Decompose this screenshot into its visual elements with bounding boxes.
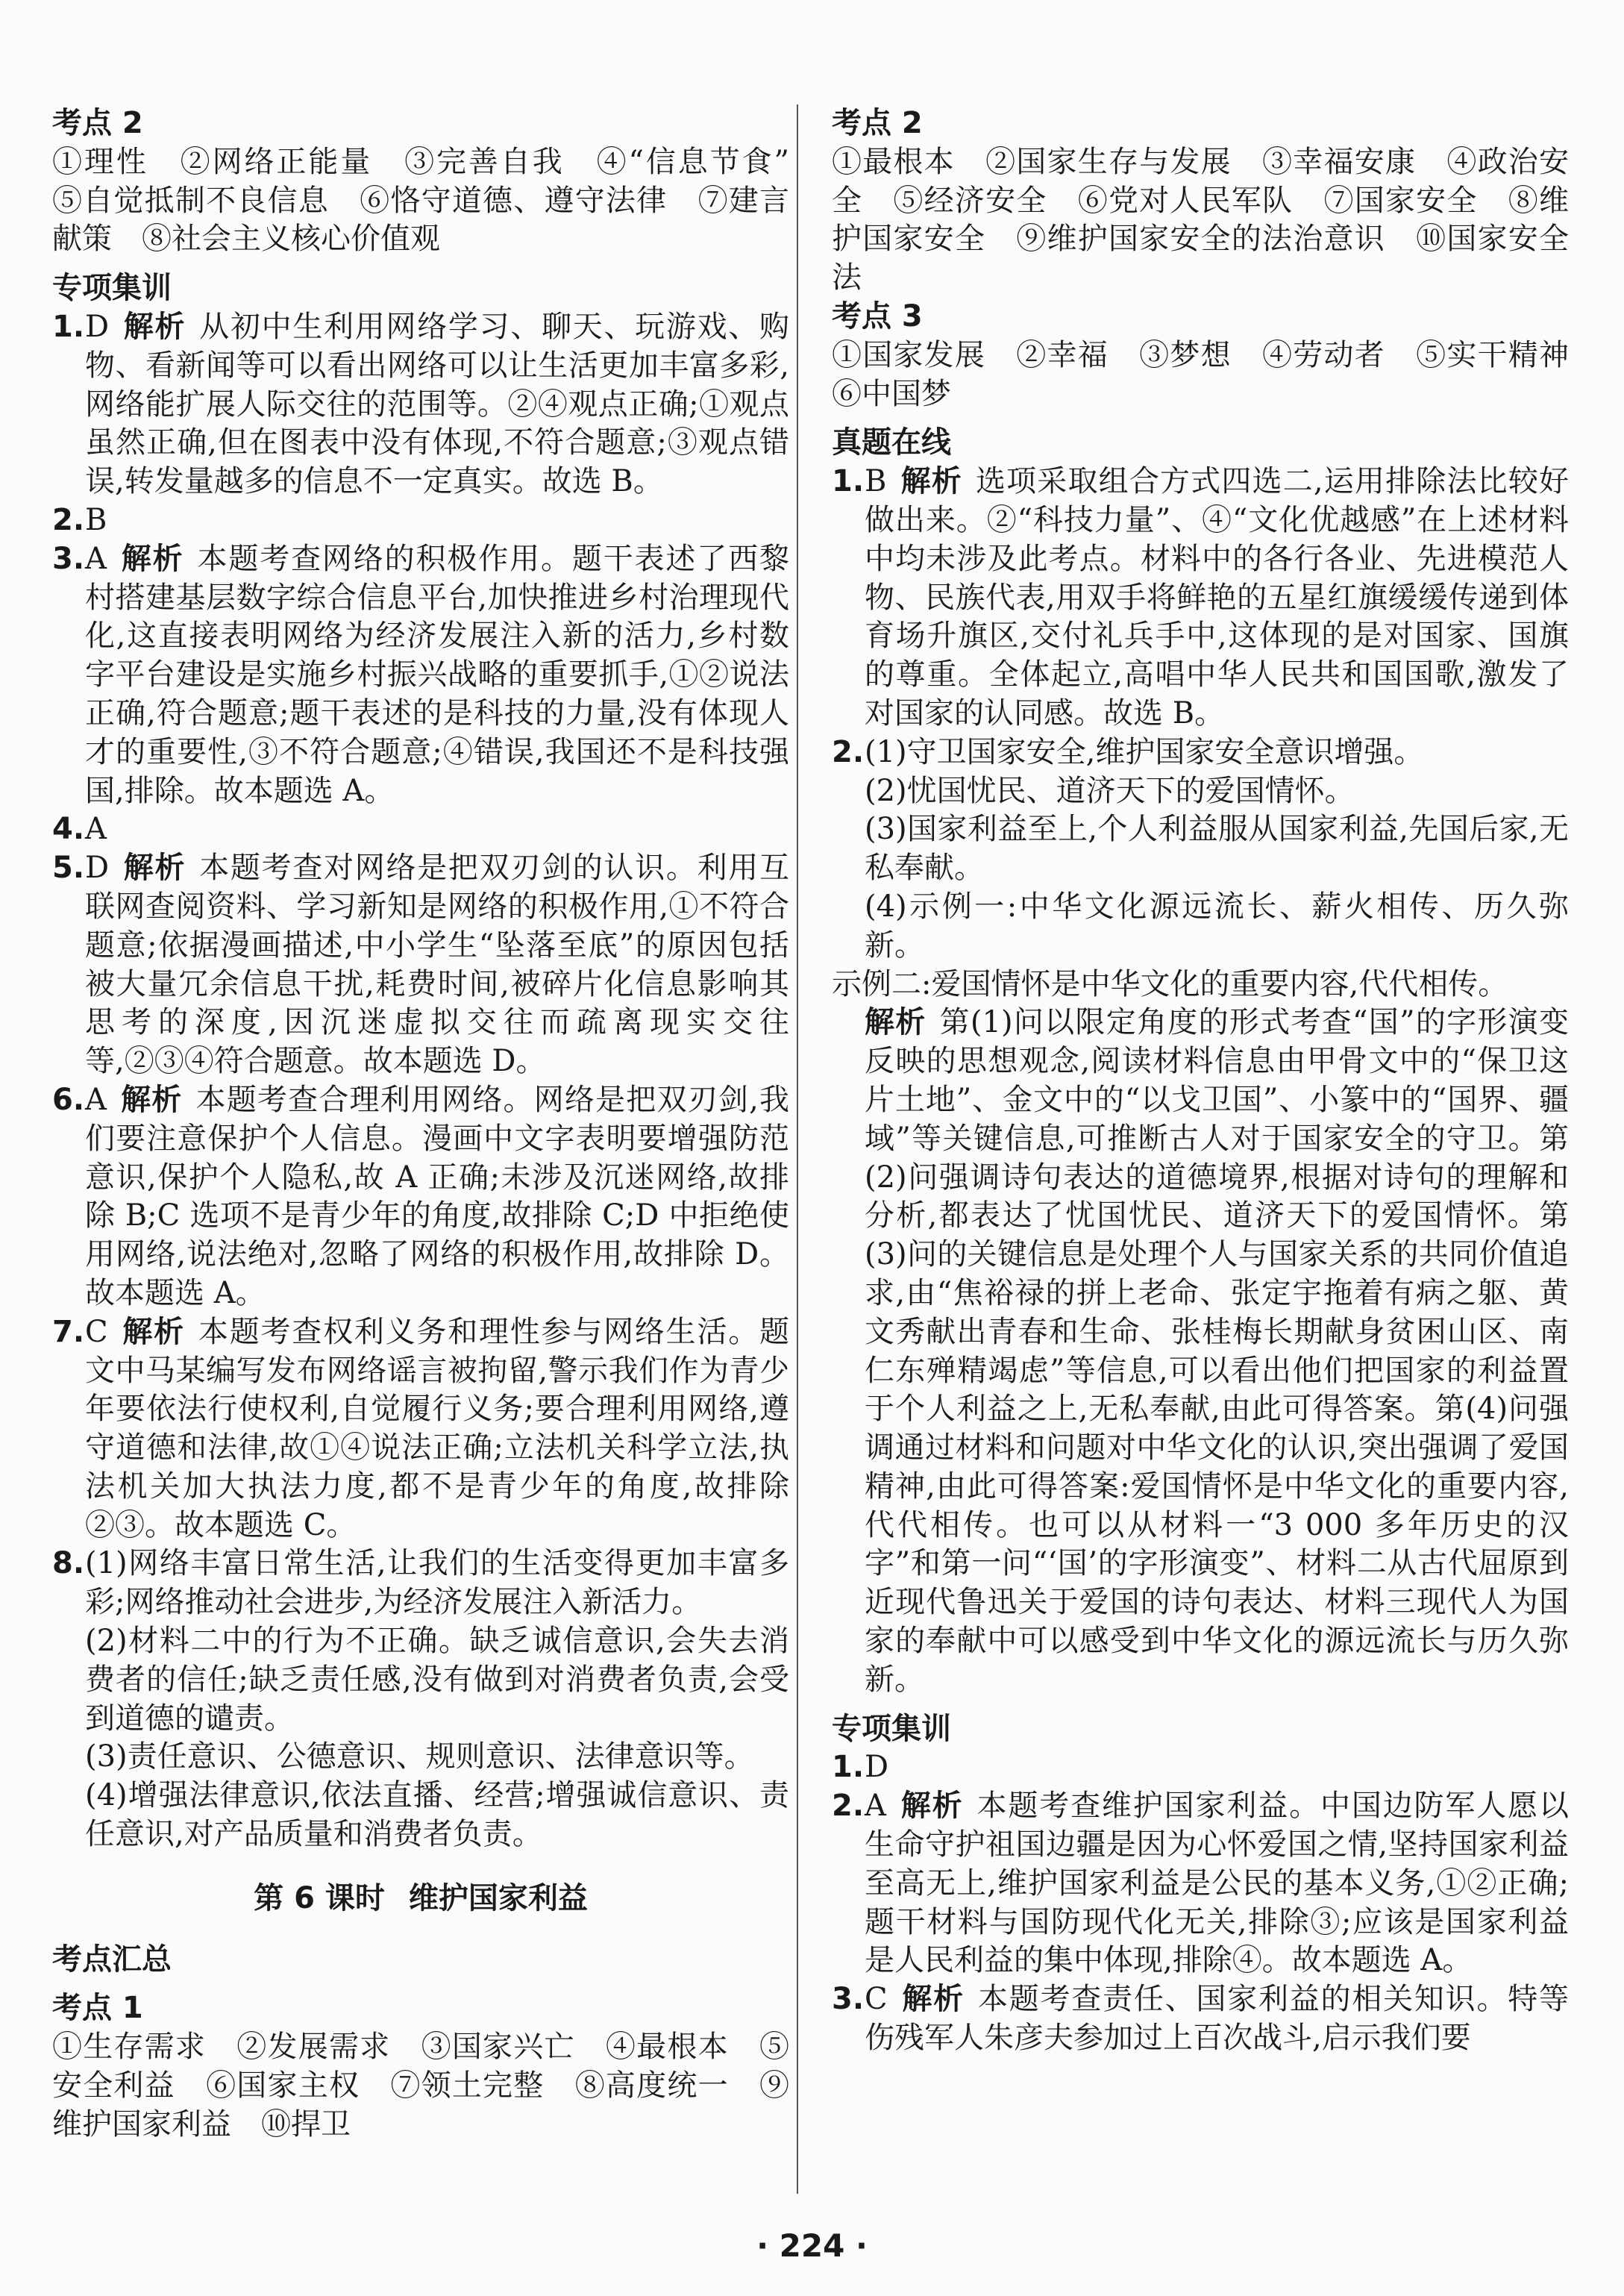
answer: C	[85, 1314, 108, 1349]
right-zxjx-heading: 专项集训	[832, 1711, 951, 1746]
right-kd2-heading: 考点 2	[832, 106, 923, 140]
q8-part4: (4)增强法律意识,依法直播、经营;增强诚信意识、责任意识,对产品质量和消费者负责。	[85, 1778, 789, 1852]
left-kd1-heading: 考点 1	[52, 1991, 143, 2026]
left-q8	[52, 1545, 789, 1622]
left-q5	[52, 849, 789, 1081]
answer: A	[85, 812, 107, 847]
analysis-label: 解析	[900, 1982, 965, 2017]
question-number: 1.	[832, 464, 865, 499]
question-number: 7.	[52, 1314, 85, 1349]
answer: A	[85, 1082, 107, 1117]
question-number: 1.	[832, 1750, 865, 1785]
right-q2	[832, 1787, 1569, 1980]
right-ztzx-heading: 真题在线	[832, 425, 951, 460]
answer: B	[85, 502, 107, 537]
analysis-text: 本题考查网络的积极作用。题干表述了西黎村搭建基层数字综合信息平台,加快推进乡村治理现代化,这直接表明网络为经济发展注入新的活力,乡村数字平台建设是实施乡村振兴战略的重要抓手,①②说法正确,符合题意;题干表述的是科技的力量,没有体现人才的重要性,③不符合题意;④错误,我国还不是科技强国,排除。故本题选 A。	[85, 541, 790, 808]
q8-part3: (3)责任意识、公德意识、规则意识、法律意识等。	[85, 1739, 754, 1774]
column-divider	[797, 104, 798, 2194]
right-zt-q2	[832, 733, 1569, 772]
question-number: 3.	[832, 1982, 865, 2017]
question-number: 2.	[832, 734, 865, 769]
q8-part1: (1)网络丰富日常生活,让我们的生活变得更加丰富多彩;网络推动社会进步,为经济发展注入新活力。	[85, 1546, 789, 1620]
right-zt-q1	[832, 463, 1569, 733]
right-column	[832, 104, 1599, 2058]
page-number: · 224 ·	[756, 2227, 868, 2264]
lesson-name: 维护国家利益	[408, 1880, 588, 1915]
question-number: 4.	[52, 812, 85, 847]
lesson-title	[52, 1880, 789, 1918]
analysis-text: 本题考查对网络是把双刃剑的认识。利用互联网查阅资料、学习新知是网络的积极作用,①不符合题意;依据漫画描述,中小学生“坠落至底”的原因包括被大量冗余信息干扰,耗费时间,被碎片化信息影响其思考的深度,因沉迷虚拟交往而疏离现实交往等,②③④符合题意。故本题选 D。	[85, 851, 790, 1079]
right-q1	[832, 1748, 1569, 1787]
answer: C	[865, 1982, 888, 2017]
left-column	[52, 104, 819, 2145]
left-kd2-answers: ①理性 ②网络正能量 ③完善自我 ④“信息节食” ⑤自觉抵制不良信息 ⑥恪守道德、遵守法律 ⑦建言献策 ⑧社会主义核心价值观	[52, 144, 819, 257]
analysis-label: 解析	[121, 1314, 185, 1349]
question-number: 2.	[52, 502, 85, 537]
analysis-text: 第(1)问以限定角度的形式考查“国”的字形演变反映的思想观念,阅读材料信息由甲骨文中的“保卫这片土地”、金文中的“以戈卫国”、小篆中的“国界、疆域”等关键信息,可推断古人对于国家安全的守卫。第(2)问强调诗句表达的道德境界,根据对诗句的理解和分析,都表达了忧国忧民、道济天下的爱国情怀。第(3)问的关键信息是处理个人与国家关系的共同价值追求,由“焦裕禄的拼上老命、张定宇拖着有病之躯、黄文秀献出青春和生命、张桂梅长期献身贫困山区、南仁东殚精竭虑”等信息,可以看出他们把国家的利益置于个人利益之上,无私奉献,由此可得答案。第(4)问强调通过材料和问题对中华文化的认识,突出强调了爱国精神,由此可得答案:爱国情怀是中华文化的重要内容,代代相传。也可以从材料一“3 000 多年历史的汉字”和第一问“‘国’的字形演变”、材料二从古代屈原到近现代鲁迅关于爱国的诗句表达、材料三现代人为国家的奉献中可以感受到中华文化的源远流长与历久弥新。	[865, 1005, 1570, 1697]
analysis-text: 选项采取组合方式四选二,运用排除法比较好做出来。②“科技力量”、④“文化优越感”在上述材料中均未涉及此考点。材料中的各行各业、先进模范人物、民族代表,用双手将鲜艳的五星红旗缓缓传递到体育场升旗区,交付礼兵手中,这体现的是对国家、国旗的尊重。全体起立,高唱中华人民共和国国歌,激发了对国家的认同感。故选 B。	[865, 464, 1569, 731]
q2-analysis	[832, 1004, 1569, 1699]
analysis-label: 解析	[900, 464, 962, 499]
analysis-label: 解析	[122, 851, 186, 886]
left-q1	[52, 308, 789, 501]
analysis-text: 本题考查权利义务和理性参与网络生活。题文中马某编写发布网络谣言被拘留,警示我们作为青少年要依法行使权利,自觉履行义务;要合理利用网络,遵守道德和法律,故①④说法正确;立法机关科学立法,执法机关加大执法力度,都不是青少年的角度,故排除②③。故本题选 C。	[85, 1314, 790, 1542]
left-kd1-answers: ①生存需求 ②发展需求 ③国家兴亡 ④最根本 ⑤安全利益 ⑥国家主权 ⑦领土完整 ⑧高度统一 ⑨维护国家利益 ⑩捍卫	[52, 2030, 789, 2142]
left-q4	[52, 810, 789, 849]
left-q2	[52, 501, 789, 540]
right-q3	[832, 1980, 1569, 2058]
question-number: 2.	[832, 1789, 865, 1824]
question-number: 6.	[52, 1082, 85, 1117]
question-number: 1.	[52, 309, 85, 344]
left-kd2-heading: 考点 2	[52, 106, 143, 140]
question-number: 5.	[52, 851, 85, 886]
left-q3	[52, 540, 789, 811]
analysis-label: 解析	[119, 541, 184, 576]
question-number: 3.	[52, 541, 85, 576]
right-kd2-answers: ①最根本 ②国家生存与发展 ③幸福安康 ④政治安全 ⑤经济安全 ⑥党对人民军队 ⑦国家安全 ⑧维护国家安全 ⑨维护国家安全的法治意识 ⑩国家安全法	[832, 144, 1569, 295]
answer: A	[865, 1789, 886, 1824]
q2-part5: 示例二:爱国情怀是中华文化的重要内容,代代相传。	[832, 966, 1508, 1001]
q2-part4: (4)示例一:中华文化源远流长、薪火相传、历久弥新。	[865, 889, 1569, 963]
lesson-number: 第 6 课时	[254, 1880, 385, 1915]
analysis-text: 本题考查责任、国家利益的相关知识。特等伤残军人朱彦夫参加过上百次战斗,启示我们要	[865, 1982, 1570, 2056]
left-kdhz-heading: 考点汇总	[52, 1942, 172, 1977]
answer: A	[85, 541, 107, 576]
q2-part3: (3)国家利益至上,个人利益服从国家利益,先国后家,无私奉献。	[865, 812, 1569, 886]
left-q6	[52, 1081, 789, 1313]
answer: B	[865, 464, 887, 499]
answer: D	[85, 851, 110, 886]
left-q7	[52, 1313, 789, 1545]
q2-part1: (1)守卫国家安全,维护国家安全意识增强。	[865, 734, 1424, 769]
analysis-text: 本题考查维护国家利益。中国边防军人愿以生命守护祖国边疆是因为心怀爱国之情,坚持国家利益至高无上,维护国家利益是公民的基本义务,①②正确;题干材料与国防现代化无关,排除③;应该是国家利益是人民利益的集中体现,排除④。故本题选 A。	[865, 1789, 1570, 1978]
q8-part2: (2)材料二中的行为不正确。缺乏诚信意识,会失去消费者的信任;缺乏责任感,没有做到对消费者负责,会受到道德的谴责。	[85, 1624, 789, 1736]
analysis-label: 解析	[119, 1082, 183, 1117]
answer: D	[865, 1750, 889, 1785]
right-kd3-heading: 考点 3	[832, 298, 923, 334]
analysis-text: 从初中生利用网络学习、聊天、玩游戏、购物、看新闻等可以看出网络可以让生活更加丰富多彩,网络能扩展人际交往的范围等。②④观点正确;①观点虽然正确,但在图表中没有体现,不符合题意;③观点错误,转发量越多的信息不一定真实。故选 B。	[85, 309, 790, 499]
question-number: 8.	[52, 1546, 85, 1581]
right-kd3-answers: ①国家发展 ②幸福 ③梦想 ④劳动者 ⑤实干精神 ⑥中国梦	[832, 337, 1599, 411]
analysis-label: 解析	[899, 1789, 964, 1824]
q2-part2: (2)忧国忧民、道济天下的爱国情怀。	[865, 773, 1355, 808]
analysis-text: 本题考查合理利用网络。网络是把双刃剑,我们要注意保护个人信息。漫画中文字表明要增强防范意识,保护个人隐私,故 A 正确;未涉及沉迷网络,故排除 B;C 选项不是青少年的角度,故排除 C;D 中拒绝使用网络,说法绝对,忽略了网络的积极作用,故排除 D。故本题选 A。	[85, 1082, 790, 1310]
analysis-label: 解析	[122, 309, 186, 344]
answer: D	[85, 309, 110, 344]
analysis-label: 解析	[865, 1005, 927, 1040]
left-zxjx-heading: 专项集训	[52, 271, 172, 306]
